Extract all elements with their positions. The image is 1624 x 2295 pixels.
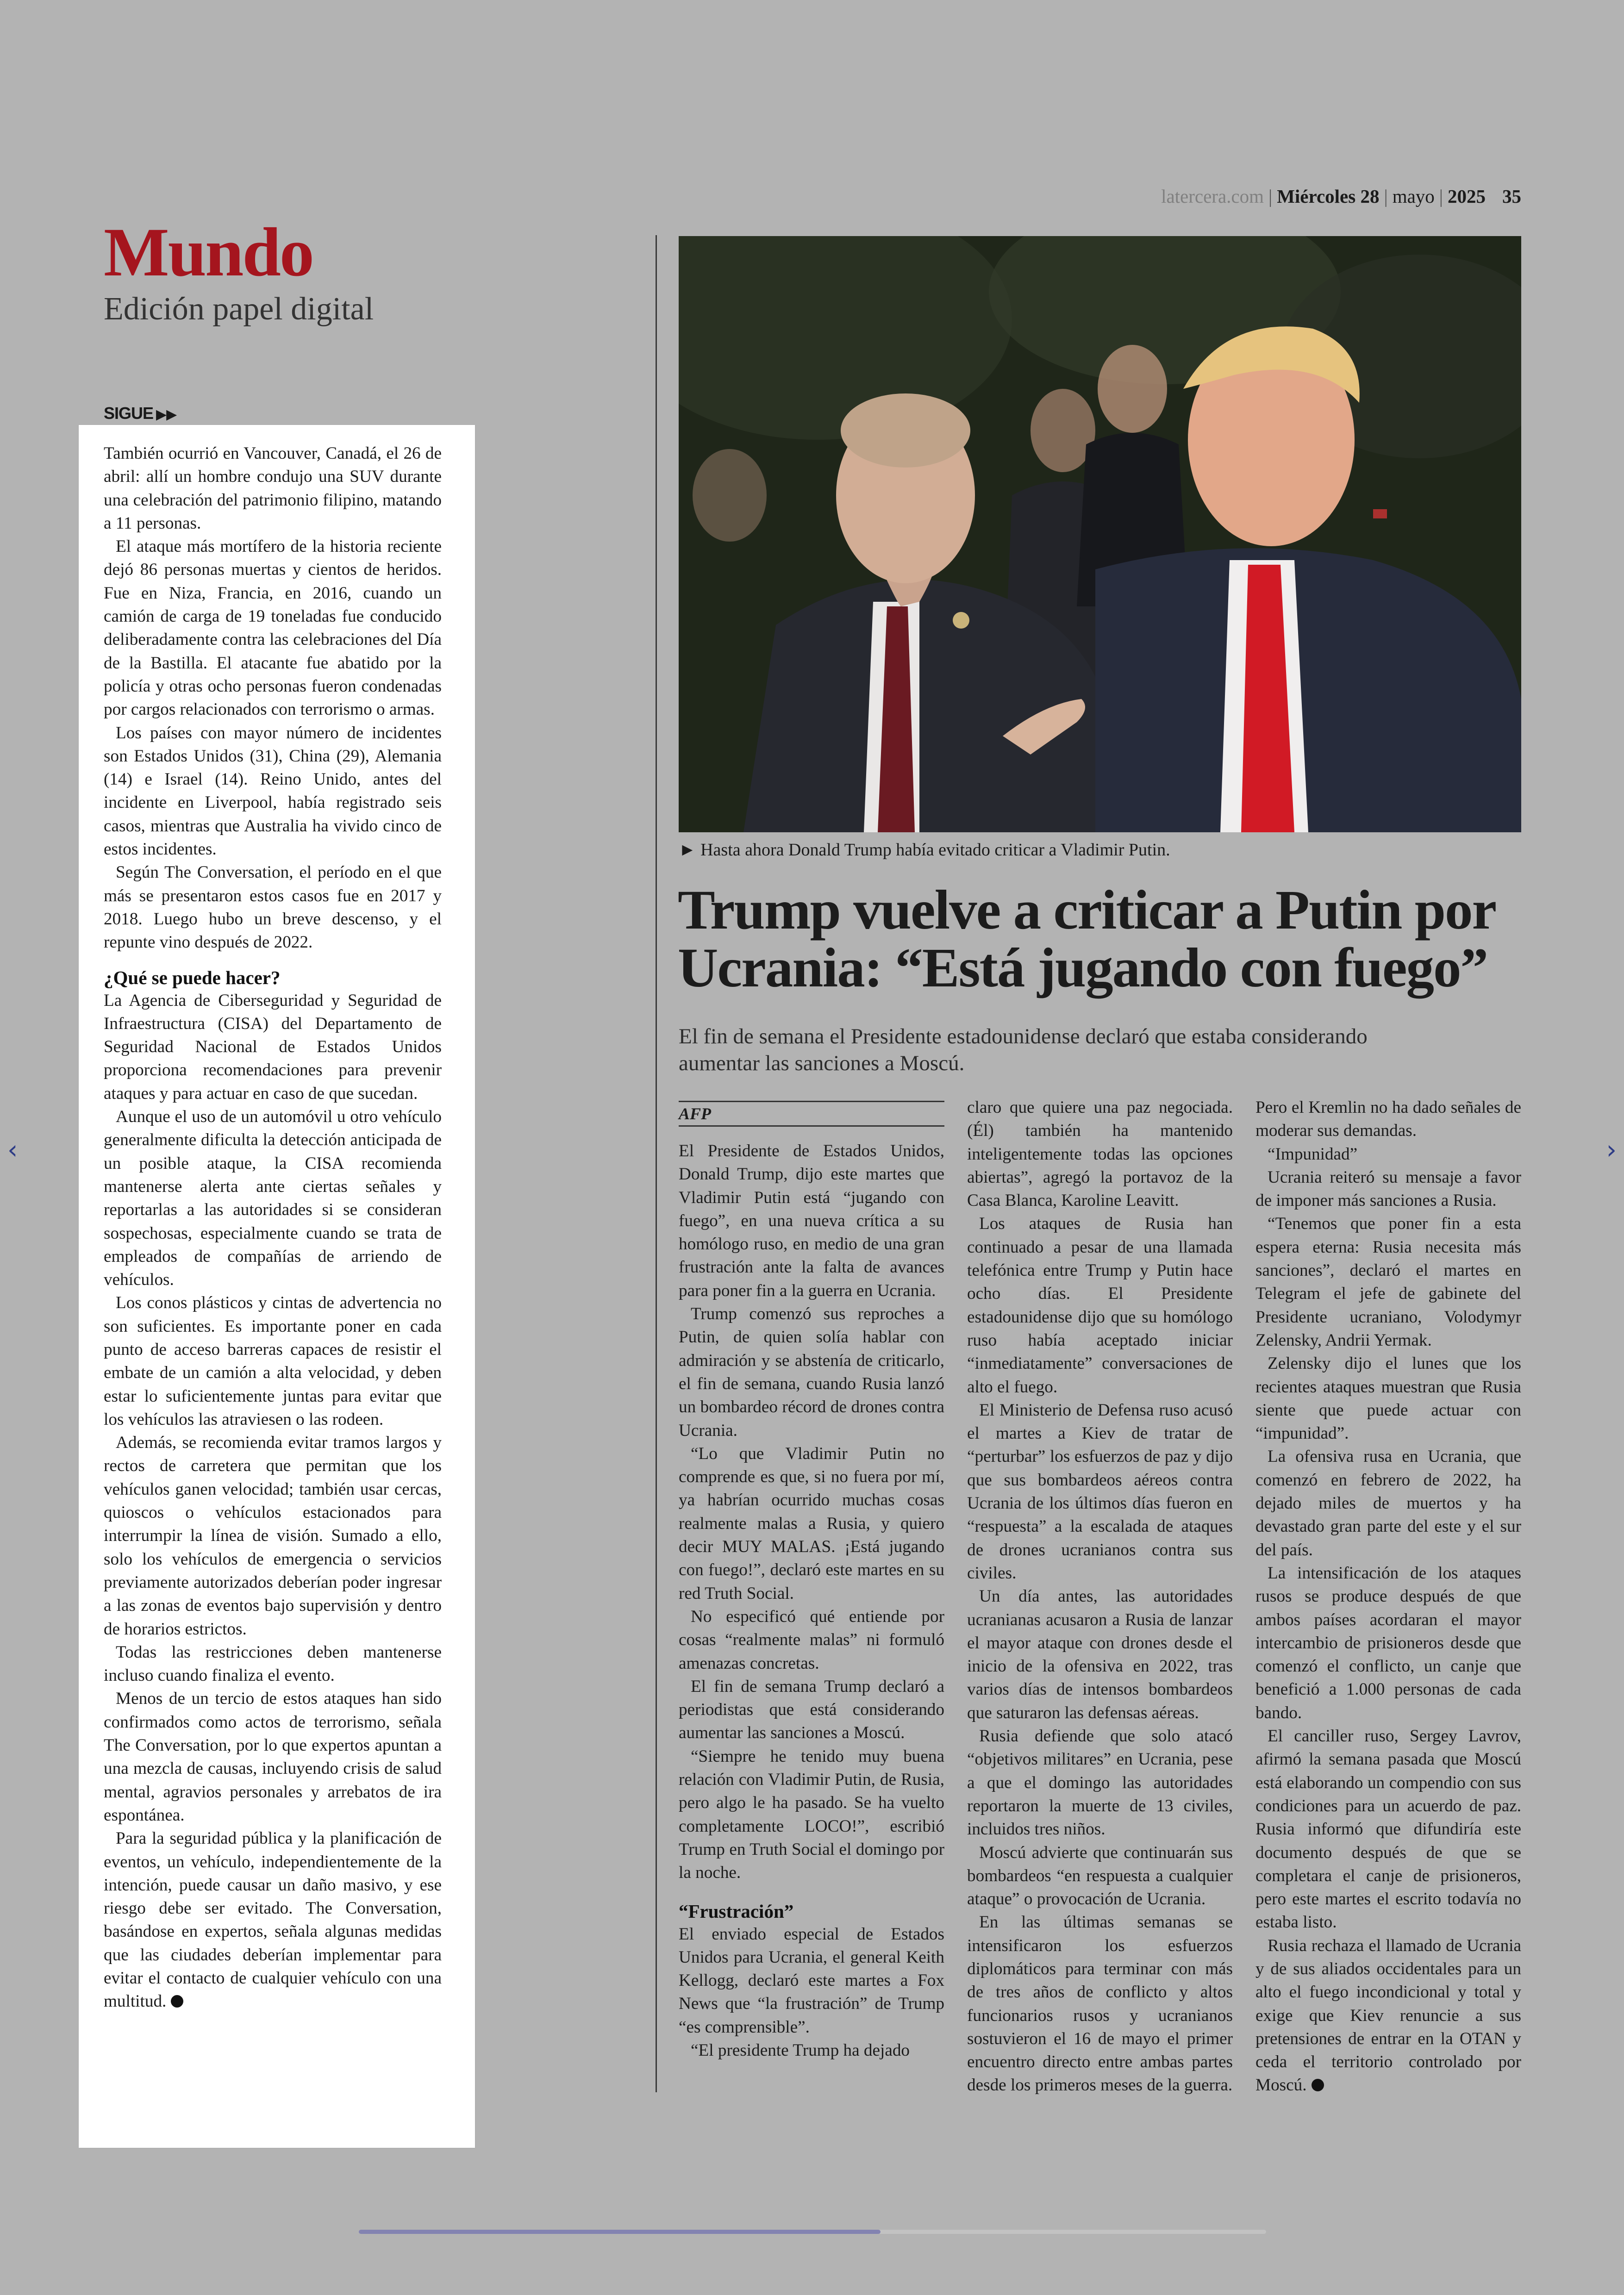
story-paragraph: El Ministerio de Defensa ruso acusó el martes a Kiev de tratar de “perturbar” los esfuerzos de paz y dijo que sus bombardeos aéreos contra Ucrania de los últimos días fueron en “respuesta” a la escalada de ataques de drones ucranianos contra sus civiles. [967,1400,1233,1583]
end-mark-icon [1312,2079,1324,2091]
column-divider [656,235,657,2092]
story-column-2 [967,1096,1233,2097]
sidebar-paragraph: También ocurrió en Vancouver, Canadá, el 26 de abril: allí un hombre condujo una SUV durante una celebración del patrimonio filipino, matando a 11 personas. [104,444,442,533]
sidebar-paragraph: La Agencia de Ciberseguridad y Seguridad de Infraestructura (CISA) del Departamento de Seguridad Nacional de Estados Unidos proporciona recomendaciones para prevenir ataques y para actuar en caso de que sucedan. [104,991,442,1103]
deck: El fin de semana el Presidente estadounidense declaró que estaba considerando aumentar las sanciones a Moscú. [679,1024,1368,1075]
story-paragraph: claro que quiere una paz negociada. (Él) también ha mantenido inteligentemente todas las opciones abiertas”, agregó la portavoz de la Casa Blanca, Karoline Leavitt. [967,1098,1233,1210]
sidebar-paragraph: Todas las restricciones deben mantenerse incluso cuando finaliza el evento. [104,1642,442,1685]
sidebar-paragraph-last: Para la seguridad pública y la planificación de eventos, un vehículo, independientemente de la intención, puede causar un daño masivo, y ese riesgo debe ser evitado. The Conversation, basándose en expertos, señala algunas medidas que las ciudades deberían implementar para evitar el contacto de cualquier vehículo con una multitud. [104,1829,442,2011]
story-paragraph: Pero el Kremlin no ha dado señales de moderar sus demandas. [1255,1098,1521,1141]
story-paragraph: “El presidente Trump ha dejado [691,2040,910,2060]
story-photo [679,236,1521,832]
previous-page-chevron-left-icon[interactable]: ‹ [7,1135,18,1165]
header-year: 2025 [1448,186,1486,207]
page-number: 35 [1502,186,1521,207]
sidebar-paragraph: Menos de un tercio de estos ataques han sido confirmados como actos de terrorismo, señala The Conversation, por lo que expertos apuntan a una mezcla de causas, incluyendo crisis de salud mental, agravios personales y arrebatos de ira espontánea. [104,1689,442,1825]
header-month: mayo [1392,186,1435,207]
story-paragraph: Los ataques de Rusia han continuado a pesar de una llamada telefónica entre Trump y Putin hace ocho días. El Presidente estadounidense dijo que su homólogo ruso había aceptado iniciar “inmediatamente” conversaciones de alto el fuego. [967,1214,1233,1397]
header-day: Miércoles 28 [1277,186,1380,207]
continue-label: SIGUE ▶▶ [104,404,177,423]
section-subtitle: Edición papel digital [104,291,374,327]
story-paragraph: “Siempre he tenido muy buena relación con Vladimir Putin, de Rusia, pero algo le ha pasado. Se ha vuelto completamente LOCO!”, escribió Trump en Truth Social el domingo por la noche. [679,1746,944,1883]
headline: Trump vuelve a criticar a Putin por Ucrania: “Está jugando con fuego” [678,879,1495,999]
next-page-chevron-right-icon[interactable]: › [1606,1135,1617,1165]
story-paragraph: El enviado especial de Estados Unidos para Ucrania, el general Keith Kellogg, declaró este martes a Fox News que “la frustración” de Trump “es comprensible”. [679,1924,944,2037]
reading-progress-fill [359,2230,881,2234]
section-title: Mundo [104,214,313,291]
sidebar-story-text [104,442,442,2014]
story-paragraph: El canciller ruso, Sergey Lavrov, afirmó la semana pasada que Moscú está elaborando un compendio con sus condiciones para un acuerdo de paz. Rusia informó que difundiría este documento después de que se completara el canje de prisioneros, pero este martes el escrito todavía no estaba listo. [1255,1727,1521,1932]
main-story-body [679,1096,1521,2105]
story-paragraph: Trump comenzó sus reproches a Putin, de quien solía hablar con admiración y se abstenía de criticarlo, el fin de semana, cuando Rusia lanzó un bombardeo récord de drones contra Ucrania. [679,1304,944,1440]
sidebar-paragraph: Según The Conversation, el período en el que más se presentaron estos casos fue en 2017 y 2018. Luego hubo un breve descenso, y el repunte vino después de 2022. [104,863,442,952]
sidebar-paragraph: Además, se recomienda evitar tramos largos y rectos de carretera que permitan que los vehículos ganen velocidad; también usar cercas, quioscos o vehículos estacionados para interrumpir la línea de visión. Sumado a ello, solo los vehículos de emergencia o servicios previamente autorizados deberían poder ingresar a las zonas de eventos bajo supervisión y dentro de horarios estrictos. [104,1433,442,1639]
story-paragraph: “Impunidad” [1268,1144,1358,1164]
sidebar-paragraph: Aunque el uso de un automóvil u otro vehículo generalmente dificulta la detección anticipada de un posible ataque, la CISA recomienda mantenerse alerta ante ciertas señales y reportarlas a las autoridades si se consideran sospechosas, especialmente cuando se trata de empleados de compañías de arriendo de vehículos. [104,1107,442,1290]
reading-progress-bar[interactable] [359,2230,1266,2234]
sidebar-paragraph: Los conos plásticos y cintas de advertencia no son suficientes. Es importante poner en cada punto de acceso barreras capaces de resistir el embate de un camión a alta velocidad, y deben estar lo suficientemente juntas para evitar que los vehículos las atraviesen o las rodeen. [104,1293,442,1429]
double-play-icon: ▶▶ [156,407,177,422]
story-paragraph: La ofensiva rusa en Ucrania, que comenzó en febrero de 2022, ha dejado miles de muertos y ha devastado gran parte del este y el sur del país. [1255,1447,1521,1559]
story-paragraph: El Presidente de Estados Unidos, Donald Trump, dijo este martes que Vladimir Putin está “jugando con fuego”, en una nueva crítica a su homólogo ruso, en medio de una gran frustración ante la falta de avances para poner fin a la guerra en Ucrania. [679,1141,944,1300]
site-name: latercera.com [1161,186,1264,207]
photo-caption: ► Hasta ahora Donald Trump había evitado criticar a Vladimir Putin. [679,840,1170,860]
story-column-1 [679,1096,944,2062]
story-paragraph: “Tenemos que poner fin a esta espera eterna: Rusia necesita más sanciones”, declaró el martes en Telegram el jefe de gabinete del Presidente ucraniano, Volodymyr Zelensky, Andrii Yermak. [1255,1214,1521,1350]
page-header-meta: latercera.com | Miércoles 28 | mayo | 2025 35 [1161,186,1521,207]
story-paragraph-last: Rusia rechaza el llamado de Ucrania y de sus aliados occidentales para un alto el fuego incondicional y total y exige que Kiev renuncie a sus pretensiones de entrar en la OTAN y ceda el territorio controlado por Moscú. [1255,1936,1521,2095]
end-mark-icon [171,1995,183,2008]
sidebar-paragraph: El ataque más mortífero de la historia reciente dejó 86 personas muertas y cientos de heridos. Fue en Niza, Francia, en 2016, cuando un camión de carga de 19 toneladas fue conducido deliberadamente contra las celebraciones del Día de la Bastilla. El atacante fue abatido por la policía y otras ocho personas fueron condenadas por cargos relacionados con terrorismo o armas. [104,537,442,719]
sidebar-subhead: ¿Qué se puede hacer? [104,967,281,988]
sidebar-paragraph: Los países con mayor número de incidentes son Estados Unidos (31), China (29), Alemania (14) e Israel (14). Reino Unido, antes del incidente en Liverpool, había registrado seis casos, mientras que Australia ha vivido cinco de estos incidentes. [104,723,442,859]
byline: AFP [679,1101,944,1127]
sidebar-story-panel [79,425,475,2148]
story-paragraph: Un día antes, las autoridades ucranianas acusaron a Rusia de lanzar el mayor ataque con drones desde el inicio de la ofensiva en 2022, tras varios días de intensos bombardeos que saturaron las defensas aéreas. [967,1587,1233,1722]
story-paragraph: En las últimas semanas se intensificaron los esfuerzos diplomáticos para terminar con más de tres años de conflicto y altos funcionarios rusos y ucranianos sostuvieron el 16 de mayo el primer encuentro directo entre ambas partes desde los primeros meses de la guerra. [967,1913,1233,2095]
story-paragraph: Rusia defiende que solo atacó “objetivos militares” en Ucrania, pese a que el domingo las autoridades reportaron la muerte de 13 civiles, incluidos tres niños. [967,1727,1233,1839]
story-paragraph: “Lo que Vladimir Putin no comprende es que, si no fuera por mí, ya habrían ocurrido muchas cosas realmente malas a Rusia, y quiero decir MUY MALAS. ¡Está jugando con fuego!”, declaró este martes en su red Truth Social. [679,1444,944,1603]
story-subhead: “Frustración” [679,1900,794,1922]
story-paragraph: Zelensky dijo el lunes que los recientes ataques muestran que Rusia siente que puede actuar con “impunidad”. [1255,1354,1521,1443]
story-column-3 [1255,1096,1521,2097]
story-paragraph: No especificó qué entiende por cosas “realmente malas” ni formuló amenazas concretas. [679,1607,944,1673]
story-paragraph: Ucrania reiteró su mensaje a favor de imponer más sanciones a Rusia. [1255,1167,1521,1210]
story-paragraph: Moscú advierte que continuarán sus bombardeos “en respuesta a cualquier ataque” o provocación de Ucrania. [967,1843,1233,1909]
story-paragraph: La intensificación de los ataques rusos se produce después de que ambos países acordaran el mayor intercambio de prisioneros desde que comenzó el conflicto, un canje que benefició a 1.000 personas de cada bando. [1255,1563,1521,1722]
story-paragraph: El fin de semana Trump declaró a periodistas que está considerando aumentar las sanciones a Moscú. [679,1677,944,1743]
